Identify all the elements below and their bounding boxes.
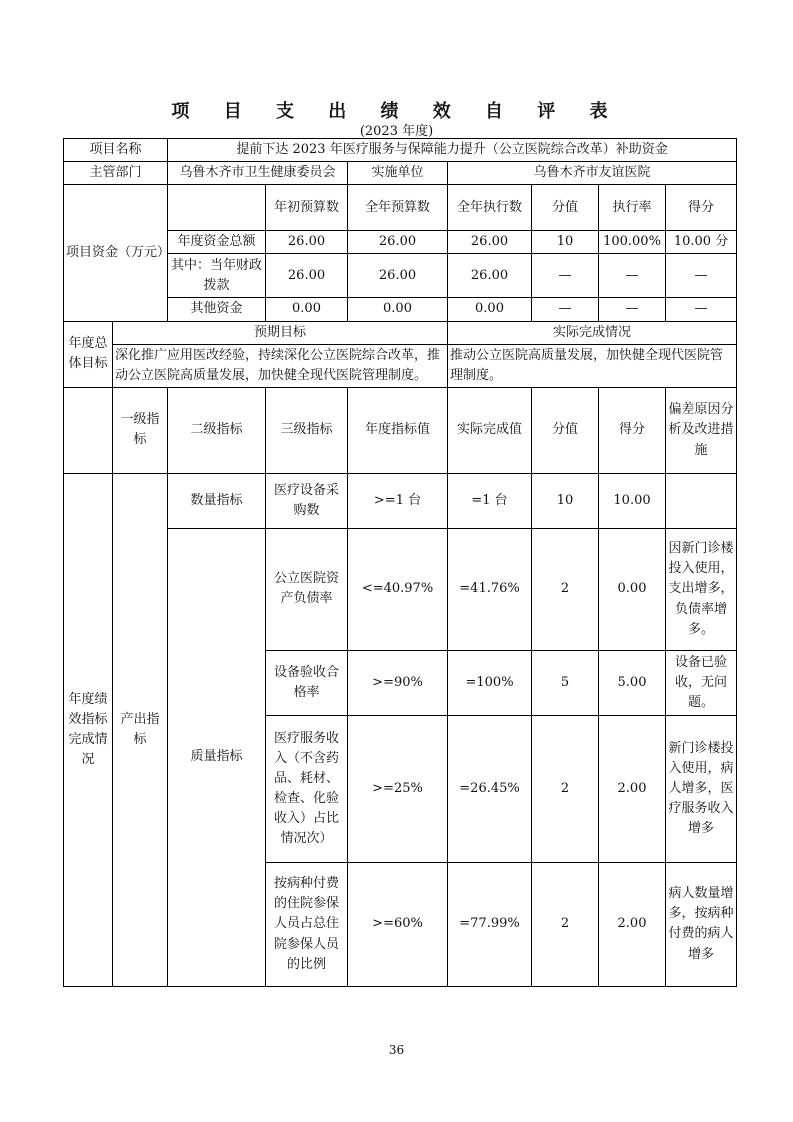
indicator-note bbox=[666, 473, 737, 528]
funds-header: 分值 bbox=[532, 185, 599, 231]
indicator-header: 一级指标 bbox=[113, 387, 168, 473]
funds-cell: 26.00 bbox=[448, 254, 532, 298]
funds-cell: — bbox=[532, 298, 599, 321]
indicator-score: 2 bbox=[532, 715, 599, 862]
indicator-score: 5 bbox=[532, 650, 599, 715]
indicator-header: 年度指标值 bbox=[348, 387, 448, 473]
indicator-note: 病人数量增多，按病种付费的病人增多 bbox=[666, 862, 737, 986]
dept-label: 主管部门 bbox=[64, 162, 168, 185]
goal-actual: 推动公立医院高质量发展，加快健全现代医院管理制度。 bbox=[448, 344, 737, 387]
funds-cell: 0.00 bbox=[348, 298, 448, 321]
indicator-note: 因新门诊楼投入使用，支出增多，负债率增多。 bbox=[666, 528, 737, 650]
funds-cell: — bbox=[599, 254, 666, 298]
indicator-name: 设备验收合格率 bbox=[266, 650, 348, 715]
indicator-target: >=60% bbox=[348, 862, 448, 986]
funds-cell: 26.00 bbox=[348, 231, 448, 254]
indicator-name: 医疗服务收入（不含药品、耗材、检查、化验收入）占比情况次） bbox=[266, 715, 348, 862]
funds-header: 全年预算数 bbox=[348, 185, 448, 231]
project-name: 提前下达 2023 年医疗服务与保障能力提升（公立医院综合改革）补助资金 bbox=[168, 139, 737, 162]
funds-header: 年初预算数 bbox=[266, 185, 348, 231]
goal-actual-label: 实际完成情况 bbox=[448, 321, 737, 344]
funds-cell: 26.00 bbox=[448, 231, 532, 254]
indicator-header: 分值 bbox=[532, 387, 599, 473]
indicator-target: <=40.97% bbox=[348, 528, 448, 650]
indicator-score: 2 bbox=[532, 862, 599, 986]
funds-row-label: 其中：当年财政拨款 bbox=[168, 254, 266, 298]
funds-header: 得分 bbox=[666, 185, 737, 231]
goal-label: 年度总体目标 bbox=[64, 321, 113, 387]
funds-header: 执行率 bbox=[599, 185, 666, 231]
funds-cell: — bbox=[666, 254, 737, 298]
indicator-actual: =26.45% bbox=[448, 715, 532, 862]
header-blank bbox=[64, 387, 113, 473]
indicator-header: 实际完成值 bbox=[448, 387, 532, 473]
funds-label: 项目资金（万元） bbox=[64, 185, 168, 321]
indicator-header: 偏差原因分析及改进措施 bbox=[666, 387, 737, 473]
indicator-header: 得分 bbox=[599, 387, 666, 473]
funds-cell: — bbox=[599, 298, 666, 321]
indicator-note: 设备已验收，无问题。 bbox=[666, 650, 737, 715]
indicator-target: >=1 台 bbox=[348, 473, 448, 528]
output-label: 产出指标 bbox=[113, 473, 168, 986]
funds-row-label: 其他资金 bbox=[168, 298, 266, 321]
goal-planned: 深化推广应用医改经验，持续深化公立医院综合改革，推动公立医院高质量发展，加快健全现代医院管理制度。 bbox=[113, 344, 448, 387]
perf-label: 年度绩效指标完成情况 bbox=[64, 473, 113, 986]
goal-planned-label: 预期目标 bbox=[113, 321, 448, 344]
indicator-got: 0.00 bbox=[599, 528, 666, 650]
funds-cell: 0.00 bbox=[266, 298, 348, 321]
indicator-name: 医疗设备采购数 bbox=[266, 473, 348, 528]
indicator-header: 二级指标 bbox=[168, 387, 266, 473]
funds-cell: 10.00 分 bbox=[666, 231, 737, 254]
indicator-actual: =1 台 bbox=[448, 473, 532, 528]
indicator-got: 5.00 bbox=[599, 650, 666, 715]
funds-cell: 0.00 bbox=[448, 298, 532, 321]
indicator-actual: =100% bbox=[448, 650, 532, 715]
impl-value: 乌鲁木齐市友谊医院 bbox=[448, 162, 737, 185]
funds-header: 全年执行数 bbox=[448, 185, 532, 231]
indicator-got: 2.00 bbox=[599, 715, 666, 862]
quantity-label: 数量指标 bbox=[168, 473, 266, 528]
report-year: (2023 年度) bbox=[359, 124, 434, 139]
indicator-actual: =77.99% bbox=[448, 862, 532, 986]
indicator-target: >=25% bbox=[348, 715, 448, 862]
funds-cell: 10 bbox=[532, 231, 599, 254]
indicator-score: 2 bbox=[532, 528, 599, 650]
indicator-score: 10 bbox=[532, 473, 599, 528]
funds-cell: 26.00 bbox=[348, 254, 448, 298]
funds-cell: 26.00 bbox=[266, 231, 348, 254]
funds-row-label: 年度资金总额 bbox=[168, 231, 266, 254]
page-title: 项 目 支 出 绩 效 自 评 表 bbox=[171, 101, 622, 122]
funds-cell: 26.00 bbox=[266, 254, 348, 298]
quality-label: 质量指标 bbox=[168, 528, 266, 986]
indicator-target: >=90% bbox=[348, 650, 448, 715]
funds-cell: — bbox=[666, 298, 737, 321]
self-evaluation-table bbox=[63, 138, 737, 987]
project-name-label: 项目名称 bbox=[64, 139, 168, 162]
page-number: 36 bbox=[388, 1043, 405, 1057]
indicator-actual: =41.76% bbox=[448, 528, 532, 650]
indicator-name: 按病种付费的住院参保人员占总住院参保人员的比例 bbox=[266, 862, 348, 986]
impl-label: 实施单位 bbox=[348, 162, 448, 185]
indicator-note: 新门诊楼投入使用，病人增多，医疗服务收入增多 bbox=[666, 715, 737, 862]
indicator-got: 2.00 bbox=[599, 862, 666, 986]
funds-cell: — bbox=[532, 254, 599, 298]
dept-value: 乌鲁木齐市卫生健康委员会 bbox=[168, 162, 348, 185]
indicator-header: 三级指标 bbox=[266, 387, 348, 473]
indicator-name: 公立医院资产负债率 bbox=[266, 528, 348, 650]
funds-cell: 100.00% bbox=[599, 231, 666, 254]
indicator-got: 10.00 bbox=[599, 473, 666, 528]
funds-header-blank bbox=[168, 185, 266, 231]
